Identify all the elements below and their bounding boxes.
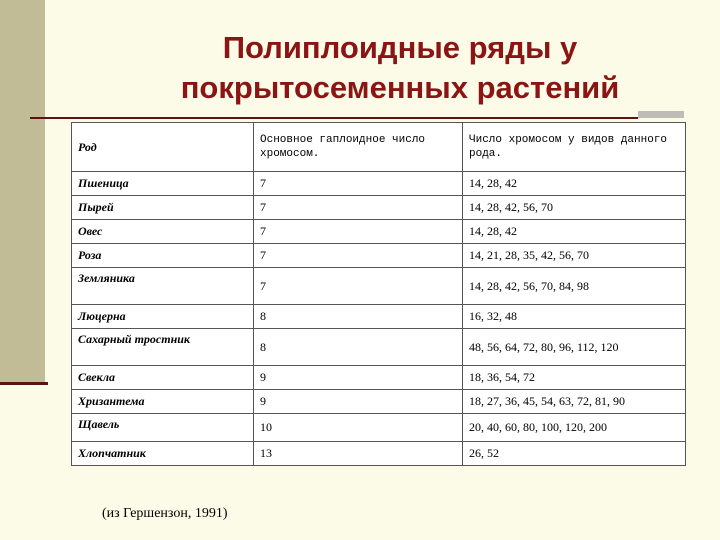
haploid-number-cell: 7	[254, 244, 463, 268]
title-underline	[30, 117, 638, 119]
genus-cell: Земляника	[72, 268, 254, 305]
genus-cell: Овес	[72, 220, 254, 244]
table-row	[72, 366, 686, 390]
chromosome-counts-cell: 20, 40, 60, 80, 100, 120, 200	[463, 414, 686, 442]
table-row	[72, 305, 686, 329]
chromosome-counts-cell: 18, 36, 54, 72	[463, 366, 686, 390]
table-row	[72, 414, 686, 442]
genus-cell: Сахарный тростник	[72, 329, 254, 366]
polyploid-table	[71, 122, 686, 466]
genus-cell: Свекла	[72, 366, 254, 390]
genus-cell: Хризантема	[72, 390, 254, 414]
genus-cell: Пырей	[72, 196, 254, 220]
header-haploid-number: Основное гаплоидное число хромосом.	[254, 123, 463, 172]
table-row	[72, 244, 686, 268]
title-line-2: покрытосеменных растений	[180, 70, 620, 105]
haploid-number-cell: 7	[254, 268, 463, 305]
title-underline-accent	[638, 111, 684, 118]
table-header-row	[72, 123, 686, 172]
chromosome-counts-cell: 14, 28, 42, 56, 70, 84, 98	[463, 268, 686, 305]
haploid-number-cell: 13	[254, 442, 463, 466]
chromosome-counts-cell: 16, 32, 48	[463, 305, 686, 329]
slide-title	[100, 28, 700, 108]
haploid-number-cell: 7	[254, 172, 463, 196]
haploid-number-cell: 9	[254, 366, 463, 390]
table-row	[72, 390, 686, 414]
genus-cell: Хлопчатник	[72, 442, 254, 466]
genus-cell: Щавель	[72, 414, 254, 442]
genus-cell: Пшеница	[72, 172, 254, 196]
haploid-number-cell: 7	[254, 196, 463, 220]
chromosome-counts-cell: 14, 21, 28, 35, 42, 56, 70	[463, 244, 686, 268]
haploid-number-cell: 9	[254, 390, 463, 414]
genus-cell: Люцерна	[72, 305, 254, 329]
table-row	[72, 172, 686, 196]
chromosome-counts-cell: 14, 28, 42	[463, 172, 686, 196]
side-decoration-bar	[0, 0, 45, 382]
haploid-number-cell: 7	[254, 220, 463, 244]
haploid-number-cell: 8	[254, 329, 463, 366]
chromosome-counts-cell: 14, 28, 42	[463, 220, 686, 244]
header-chromosome-counts: Число хромосом у видов данного рода.	[463, 123, 686, 172]
table-row	[72, 196, 686, 220]
haploid-number-cell: 10	[254, 414, 463, 442]
chromosome-counts-cell: 18, 27, 36, 45, 54, 63, 72, 81, 90	[463, 390, 686, 414]
header-genus: Род	[72, 123, 254, 172]
table-row	[72, 220, 686, 244]
haploid-number-cell: 8	[254, 305, 463, 329]
source-citation: (из Гершензон, 1991)	[102, 506, 228, 521]
chromosome-counts-cell: 14, 28, 42, 56, 70	[463, 196, 686, 220]
title-line-1: Полиплоидные ряды у	[222, 30, 578, 65]
side-decoration-line	[0, 382, 48, 385]
genus-cell: Роза	[72, 244, 254, 268]
table-row	[72, 442, 686, 466]
chromosome-counts-cell: 48, 56, 64, 72, 80, 96, 112, 120	[463, 329, 686, 366]
table-row	[72, 329, 686, 366]
chromosome-counts-cell: 26, 52	[463, 442, 686, 466]
table-row	[72, 268, 686, 305]
